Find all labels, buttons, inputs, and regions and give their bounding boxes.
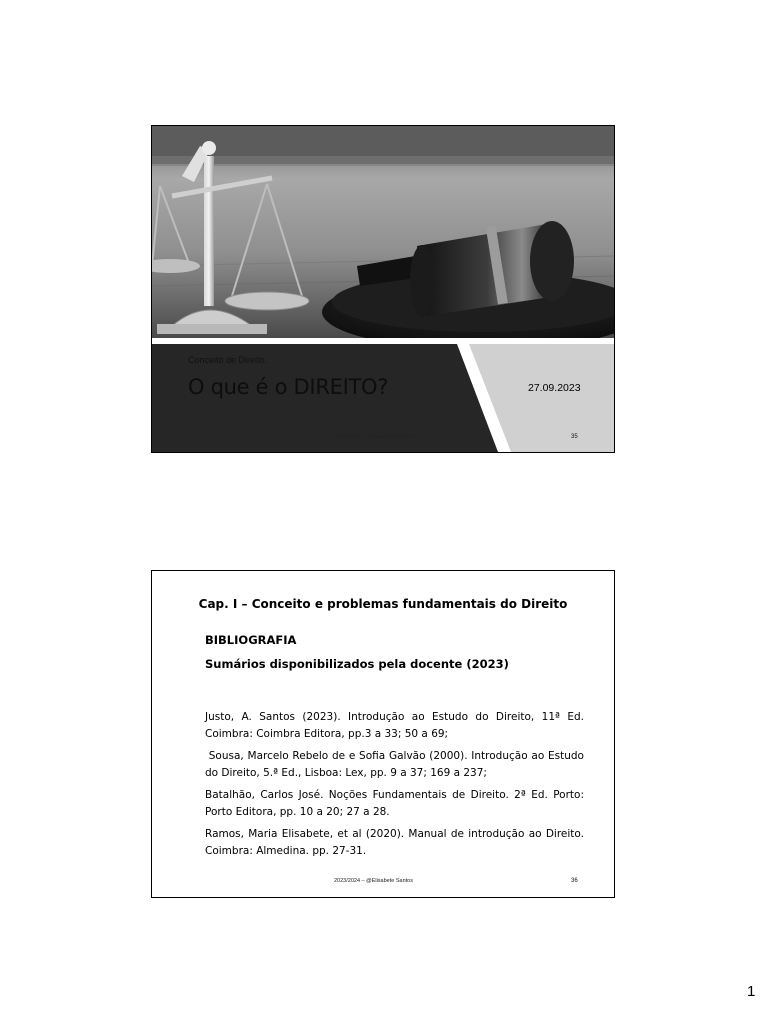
slide-36 — [151, 570, 615, 898]
slide-footer: 2023/2024 – @Elisabete Santos — [334, 434, 413, 440]
reference-item: Sousa, Marcelo Rebelo de e Sofia Galvão (2000). Introdução ao Estudo do Direito, 5.ª Ed., Lisboa: Lex, pp. 9 a 37; 169 a 237; — [205, 750, 588, 779]
subsection-title: Sumários disponibilizados pela docente (2023) — [205, 657, 509, 671]
reference-item: Justo, A. Santos (2023). Introdução ao Estudo do Direito, 11ª Ed. Coimbra: Coimbra Editora, pp.3 a 33; 50 a 69; — [205, 711, 584, 740]
reference-item: Batalhão, Carlos José. Noções Fundamentais de Direito. 2ª Ed. Porto: Porto Editora, pp. 10 a 20; 27 a 28. — [205, 789, 584, 818]
slide-subtitle: Conceito de Direito. — [188, 355, 268, 365]
slide-number: 35 — [571, 434, 578, 440]
slide-title: O que é o DIREITO? — [188, 375, 389, 399]
slide-number: 36 — [571, 878, 578, 884]
section-title: BIBLIOGRAFIA — [205, 633, 297, 647]
slide-35 — [151, 125, 615, 453]
slide-heading: Cap. I – Conceito e problemas fundamentais do Direito — [198, 597, 568, 611]
slide-photo — [152, 126, 614, 338]
slide-footer: 2023/2024 – @Elisabete Santos — [334, 878, 413, 884]
page-number: 1 — [747, 983, 756, 1000]
reference-list — [205, 709, 588, 865]
slide-date: 27.09.2023 — [528, 382, 581, 394]
reference-item: Ramos, Maria Elisabete, et al (2020). Manual de introdução ao Direito. Coimbra: Almedina. pp. 27-31. — [205, 828, 584, 857]
